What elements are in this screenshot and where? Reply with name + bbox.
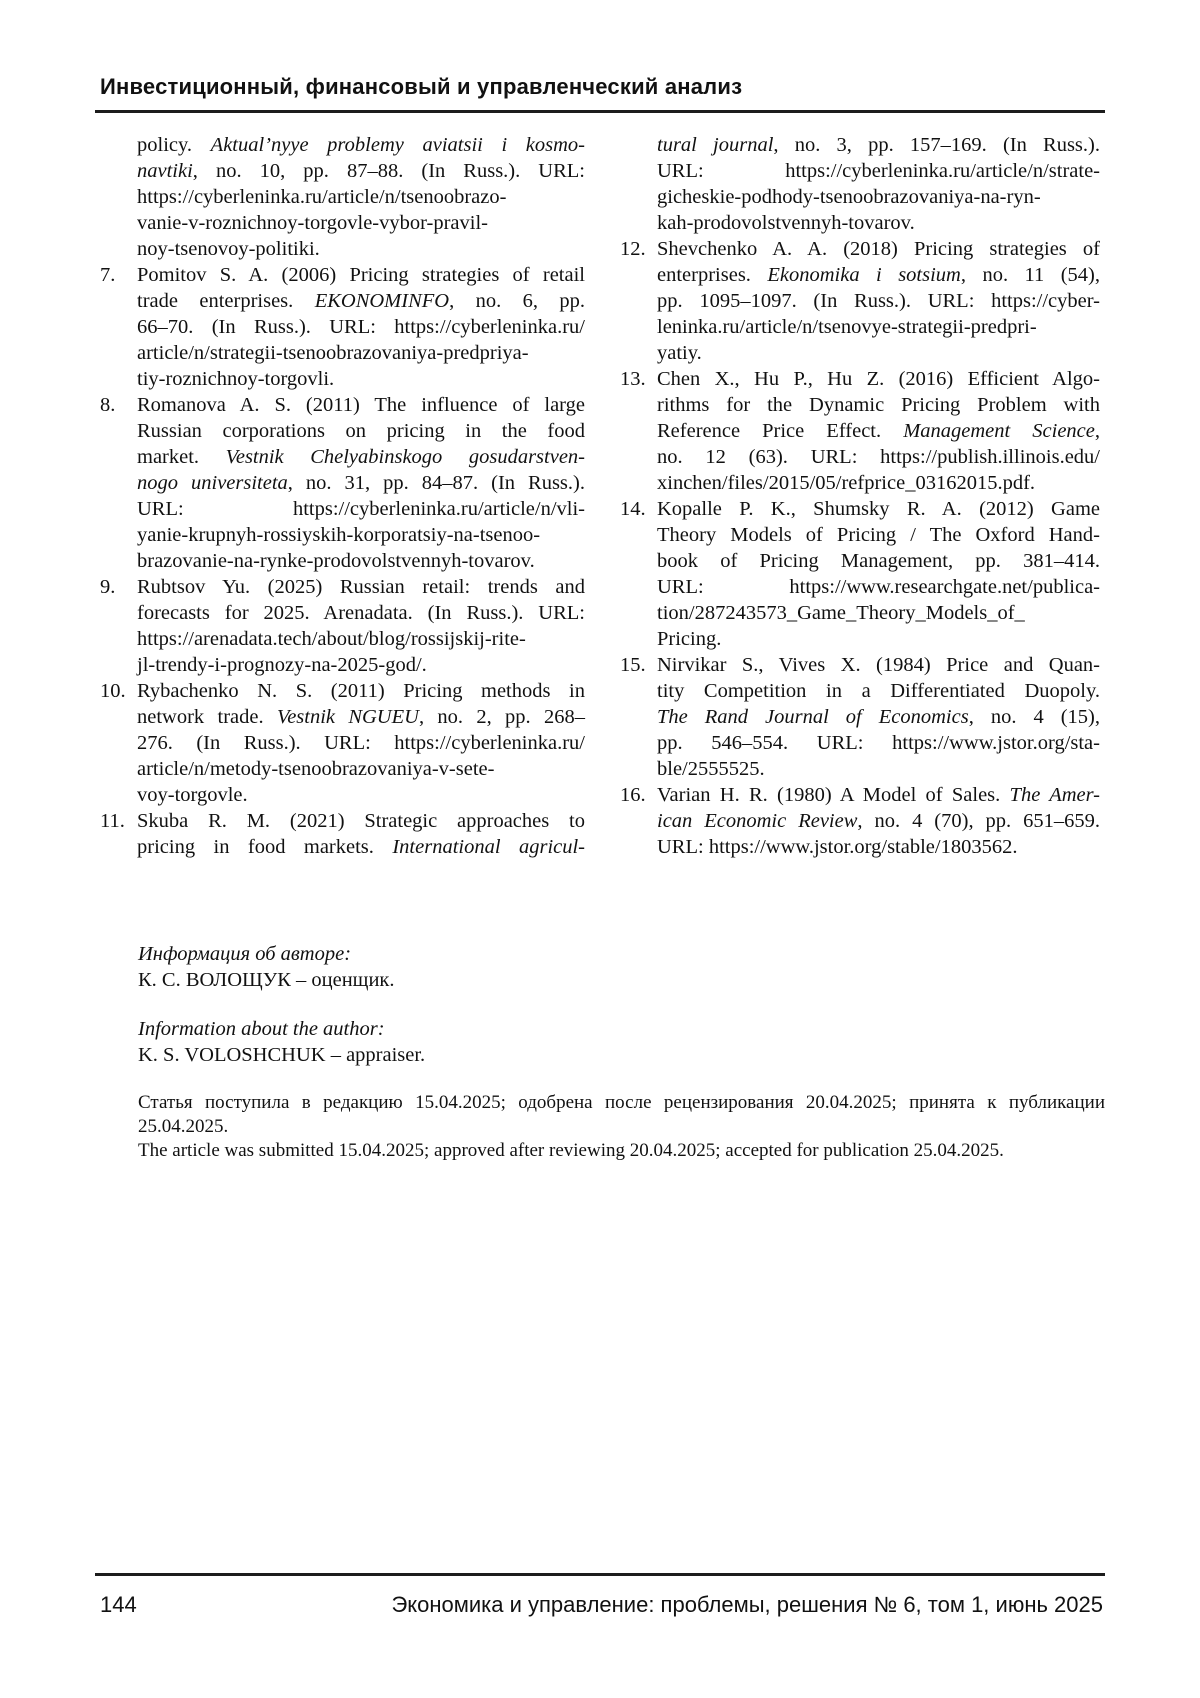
reference-line (137, 652, 585, 678)
reference-line (657, 548, 1100, 574)
reference-line (657, 184, 1100, 210)
reference-number: 9. (100, 576, 116, 598)
author-info-heading-ru: Информация об авторе: (138, 943, 352, 965)
reference-line (137, 548, 585, 574)
reference-line (137, 184, 585, 210)
reference-text-segment: Nirvikar S., Vives X. (1984) Price and Quan- (657, 654, 1100, 676)
reference-text-segment: tion/287243573_Game_Theory_Models_of_ (657, 602, 1025, 624)
page-footer (100, 1592, 1103, 1618)
reference-text-segment: leninka.ru/article/n/tsenovye-strategii-predpri- (657, 316, 1037, 338)
reference-text-segment: Chen X., Hu P., Hu Z. (2016) Efficient Algo- (657, 368, 1100, 390)
reference-line (137, 782, 585, 808)
reference-item (100, 574, 585, 678)
reference-text-segment: , (1094, 420, 1101, 442)
reference-text-segment: rithms for the Dynamic Pricing Problem with (657, 394, 1100, 416)
reference-text-segment: URL: (657, 576, 790, 598)
reference-journal-name: EKONOMINFO (314, 290, 450, 312)
reference-journal-name: The Rand Journal of Economics (657, 706, 969, 728)
reference-line (137, 262, 585, 288)
reference-item (620, 366, 1100, 496)
reference-text-segment: Rybachenko N. S. (2011) Pricing methods in (137, 680, 585, 702)
references-right-column (620, 132, 1100, 860)
reference-text-segment: , no. 11 (54), (960, 264, 1100, 286)
submission-line: 25.04.2025. (138, 1116, 229, 1137)
reference-item (100, 262, 585, 392)
reference-text-segment: vanie-v-roznichnoy-torgovle-vybor-pravil- (137, 212, 489, 234)
reference-line (657, 314, 1100, 340)
reference-text (137, 392, 585, 574)
reference-line (137, 132, 585, 158)
reference-text-segment: market. (137, 446, 226, 468)
reference-line (657, 444, 1100, 470)
reference-line (657, 418, 1100, 444)
reference-number: 10. (100, 680, 126, 702)
reference-item (100, 132, 585, 262)
reference-journal-name: The Amer- (1009, 784, 1101, 806)
reference-text (137, 132, 585, 262)
reference-line (657, 132, 1100, 158)
reference-line (657, 366, 1100, 392)
reference-text-segment: , no. 2, pp. 268– (418, 706, 586, 728)
reference-journal-name: navtiki (137, 160, 193, 182)
reference-text-segment: URL: (137, 498, 293, 520)
reference-text-segment: Rubtsov Yu. (2025) Russian retail: trends and (137, 576, 585, 598)
reference-text (657, 366, 1100, 496)
reference-text-segment: 66–70. (In Russ.). URL: https://cyberleninka.ru/ (137, 316, 585, 338)
references-section (100, 132, 1100, 860)
reference-item (620, 236, 1100, 366)
author-info-en (138, 1016, 425, 1068)
reference-line (137, 444, 585, 470)
reference-text-segment: voy-torgovle. (137, 784, 248, 806)
reference-text-segment: , no. 4 (70), pp. 651–659. (857, 810, 1101, 832)
reference-text-segment: pricing in food markets. (137, 836, 393, 858)
reference-text-segment: , no. 4 (15), (968, 706, 1100, 728)
reference-line (657, 470, 1100, 496)
reference-text (137, 574, 585, 678)
reference-text-segment: https://www.researchgate.net/publica- (789, 576, 1100, 598)
reference-line (657, 730, 1100, 756)
reference-line (137, 470, 585, 496)
reference-journal-name: Aktual’nyye problemy aviatsii i kosmo- (210, 134, 585, 156)
reference-number: 14. (620, 498, 646, 520)
reference-text-segment: Skuba R. M. (2021) Strategic approaches to (137, 810, 585, 832)
reference-line (657, 600, 1100, 626)
reference-text-segment: yanie-krupnyh-rossiyskih-korporatsiy-na-tsenoo- (137, 524, 541, 546)
reference-text-segment: forecasts for 2025. Arenadata. (In Russ.). URL: (137, 602, 585, 624)
reference-text-segment: pp. 546–554. URL: https://www.jstor.org/sta- (657, 732, 1100, 754)
reference-line (657, 808, 1100, 834)
author-info-text-ru: К. С. ВОЛОЩУК – оценщик. (138, 969, 395, 991)
reference-text-segment: yatiy. (657, 342, 702, 364)
reference-journal-name: tural journal (657, 134, 774, 156)
reference-line (657, 626, 1100, 652)
reference-item (620, 496, 1100, 652)
reference-text-segment: https://arenadata.tech/about/blog/rossijskij-rite- (137, 628, 526, 650)
reference-text (657, 782, 1100, 860)
reference-text-segment: Theory Models of Pricing / The Oxford Hand- (657, 524, 1100, 546)
submission-info (138, 1091, 1105, 1163)
reference-line (657, 392, 1100, 418)
reference-line (137, 574, 585, 600)
reference-number: 11. (100, 810, 125, 832)
reference-text-segment: noy-tsenovoy-politiki. (137, 238, 320, 260)
reference-text-segment: Pomitov S. A. (2006) Pricing strategies of retail (137, 264, 585, 286)
reference-journal-name: Management Science (903, 420, 1095, 442)
reference-text-segment: pp. 1095–1097. (In Russ.). URL: https://cyber- (657, 290, 1100, 312)
reference-number: 16. (620, 784, 646, 806)
reference-text-segment: Varian H. R. (1980) A Model of Sales. (657, 784, 1010, 806)
author-info-text-en: K. S. VOLOSHCHUK – appraiser. (138, 1044, 426, 1066)
running-head: Инвестиционный, финансовый и управленческий анализ (100, 74, 743, 99)
reference-text-segment: xinchen/files/2015/05/refprice_03162015.pdf. (657, 472, 1036, 494)
references-left-column (100, 132, 585, 860)
reference-line (657, 210, 1100, 236)
reference-line (657, 704, 1100, 730)
reference-text-segment: Romanova A. S. (2011) The influence of large (137, 394, 585, 416)
reference-text-segment: kah-prodovolstvennyh-tovarov. (657, 212, 915, 234)
submission-line: Статья поступила в редакцию 15.04.2025; одобрена после рецензирования 20.04.2025; принята к публикации (138, 1092, 1105, 1113)
reference-text-segment: no. 12 (63). URL: https://publish.illinois.edu/ (657, 446, 1100, 468)
reference-text-segment: Kopalle P. K., Shumsky R. A. (2012) Game (657, 498, 1100, 520)
reference-text-segment: https://cyberleninka.ru/article/n/strate- (785, 160, 1100, 182)
reference-number: 12. (620, 238, 646, 260)
reference-line (657, 782, 1100, 808)
page-number: 144 (100, 1592, 137, 1617)
reference-number: 8. (100, 394, 116, 416)
reference-item (620, 132, 1100, 236)
reference-item (100, 678, 585, 808)
reference-text-segment: brazovanie-na-rynke-prodovolstvennyh-tovarov. (137, 550, 535, 572)
reference-journal-name: Vestnik NGUEU (276, 706, 419, 728)
author-info-ru (138, 941, 395, 993)
author-info-heading-en: Information about the author: (138, 1018, 385, 1040)
reference-text-segment: network trade. (137, 706, 277, 728)
reference-text-segment: , no. 10, pp. 87–88. (In Russ.). URL: (192, 160, 585, 182)
reference-number: 13. (620, 368, 646, 390)
reference-number (100, 132, 137, 262)
reference-line (137, 210, 585, 236)
reference-text-segment: URL: (657, 160, 786, 182)
reference-text (137, 678, 585, 808)
reference-text-segment: Pricing. (657, 628, 722, 650)
reference-text-segment: tiy-roznichnoy-torgovli. (137, 368, 335, 390)
reference-item (100, 392, 585, 574)
reference-text-segment: jl-trendy-i-prognozy-na-2025-god/. (137, 654, 427, 676)
reference-line (137, 704, 585, 730)
reference-text-segment: https://cyberleninka.ru/article/n/vli- (292, 498, 585, 520)
reference-item (620, 652, 1100, 782)
reference-line (137, 340, 585, 366)
reference-line (137, 236, 585, 262)
reference-text-segment: Reference Price Effect. (657, 420, 904, 442)
reference-line (137, 730, 585, 756)
reference-line (657, 522, 1100, 548)
reference-line (657, 288, 1100, 314)
reference-line (137, 392, 585, 418)
reference-text-segment: policy. (137, 134, 211, 156)
reference-journal-name: Vestnik Chelyabinskogo gosudarstven- (225, 446, 585, 468)
reference-line (657, 652, 1100, 678)
reference-line (657, 574, 1100, 600)
reference-line (137, 158, 585, 184)
reference-text-segment: tity Competition in a Differentiated Duopoly. (657, 680, 1100, 702)
reference-text (657, 236, 1100, 366)
reference-text-segment: gicheskie-podhody-tsenoobrazovaniya-na-ryn- (657, 186, 1041, 208)
submission-line: The article was submitted 15.04.2025; approved after reviewing 20.04.2025; accepted for publication 25.04.2025. (138, 1140, 1004, 1161)
reference-text (657, 496, 1100, 652)
reference-line (137, 496, 585, 522)
reference-journal-name: International agricul- (392, 836, 586, 858)
reference-text-segment: Russian corporations on pricing in the food (137, 420, 585, 442)
reference-line (657, 834, 1100, 860)
reference-line (137, 808, 585, 834)
reference-text (657, 652, 1100, 782)
reference-line (137, 418, 585, 444)
reference-text (137, 808, 585, 860)
reference-journal-name: nogo universiteta (137, 472, 288, 494)
reference-number (620, 132, 657, 236)
reference-text (137, 262, 585, 392)
reference-number: 15. (620, 654, 646, 676)
reference-text-segment: https://cyberleninka.ru/article/n/tsenoobrazo- (137, 186, 507, 208)
reference-text-segment: URL: https://www.jstor.org/stable/1803562. (657, 836, 1018, 858)
reference-line (657, 236, 1100, 262)
reference-text-segment: article/n/metody-tsenoobrazovaniya-v-sete- (137, 758, 495, 780)
header-rule (95, 110, 1105, 113)
reference-item (100, 808, 585, 860)
reference-line (137, 366, 585, 392)
reference-text-segment: Shevchenko A. A. (2018) Pricing strategies of (657, 238, 1100, 260)
reference-text-segment: trade enterprises. (137, 290, 315, 312)
reference-text-segment: article/n/strategii-tsenoobrazovaniya-predpriya- (137, 342, 529, 364)
reference-journal-name: Ekonomika i sotsium (767, 264, 961, 286)
reference-journal-name: ican Economic Review (657, 810, 858, 832)
reference-line (137, 626, 585, 652)
reference-line (137, 756, 585, 782)
journal-title: Экономика и управление: проблемы, решения № 6, том 1, июнь 2025 (391, 1592, 1103, 1617)
reference-text-segment: enterprises. (657, 264, 768, 286)
reference-line (137, 678, 585, 704)
reference-line (137, 314, 585, 340)
reference-line (657, 158, 1100, 184)
reference-line (657, 756, 1100, 782)
reference-line (137, 600, 585, 626)
reference-number: 7. (100, 264, 116, 286)
reference-line (657, 262, 1100, 288)
reference-line (137, 522, 585, 548)
reference-line (657, 496, 1100, 522)
reference-line (137, 834, 585, 860)
reference-text-segment: , no. 6, pp. (449, 290, 585, 312)
reference-text-segment: 276. (In Russ.). URL: https://cyberleninka.ru/ (137, 732, 585, 754)
footer-rule (95, 1573, 1105, 1576)
reference-text-segment: ble/2555525. (657, 758, 765, 780)
reference-text (657, 132, 1100, 236)
reference-line (137, 288, 585, 314)
reference-line (657, 340, 1100, 366)
reference-item (620, 782, 1100, 860)
reference-line (657, 678, 1100, 704)
reference-text-segment: book of Pricing Management, pp. 381–414. (657, 550, 1100, 572)
reference-text-segment: , no. 31, pp. 84–87. (In Russ.). (287, 472, 585, 494)
reference-text-segment: , no. 3, pp. 157–169. (In Russ.). (773, 134, 1100, 156)
